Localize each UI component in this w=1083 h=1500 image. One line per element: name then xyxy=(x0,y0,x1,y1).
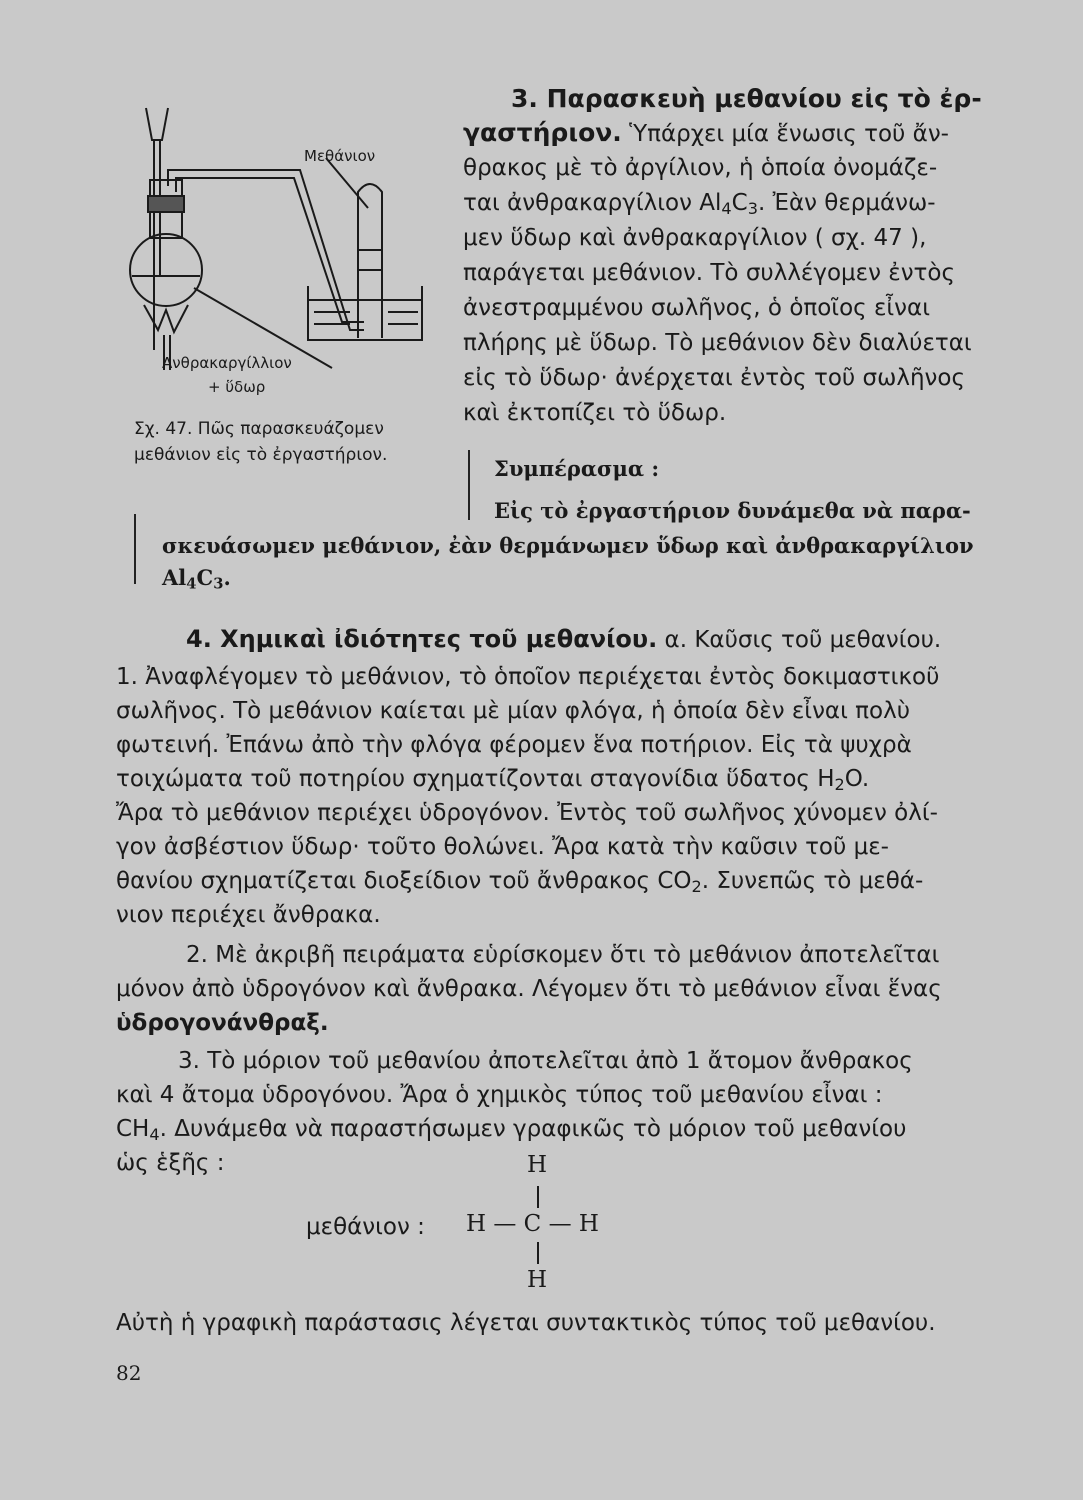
section3-line1 xyxy=(463,116,949,151)
section4-p1-line8: νιον περιέχει ἄνθρακα. xyxy=(116,902,381,928)
conclusion-line3 xyxy=(162,561,231,595)
section3-heading-part1: 3. Παρασκευὴ μεθανίου εἰς τὸ ἐρ- xyxy=(511,84,982,113)
conclusion-line3-sub1: 4 xyxy=(186,575,197,593)
section3-line7: πλήρης μὲ ὕδωρ. Τὸ μεθάνιον δὲν διαλύεται xyxy=(463,330,972,356)
section4-p1-line7-sub: 2 xyxy=(691,877,702,897)
section4-p3-line3 xyxy=(116,1112,906,1146)
section3-line4: μεν ὕδωρ καὶ ἀνθρακαργίλιον ( σχ. 47 ), xyxy=(463,225,927,251)
conclusion-line2: σκευάσωμεν μεθάνιον, ἐὰν θερμάνωμεν ὕδωρ καὶ ἀνθρακαργίλιον xyxy=(162,533,974,558)
section3-line2: θρακος μὲ τὸ ἀργίλιον, ἡ ὁποία ὀνομάζε- xyxy=(463,155,938,181)
section4-p1-line4 xyxy=(116,762,869,796)
carbide-label-line2: + ὕδωρ xyxy=(208,378,266,396)
apparatus-illustration xyxy=(118,100,448,380)
section4-p1-line7 xyxy=(116,864,923,898)
methane-label: Μεθάνιον xyxy=(304,147,376,165)
conclusion-bar-left xyxy=(134,514,136,584)
section4-p2-line3: ὑδρογονάνθραξ. xyxy=(116,1010,329,1036)
formula-top-bond xyxy=(537,1186,539,1208)
section3-heading-line xyxy=(511,82,982,117)
carbide-label-line1: Ἀνθρακαργίλλιον xyxy=(162,354,292,372)
section4-p1-line4-a: τοιχώματα τοῦ ποτηρίου σχηματίζονται σταγονίδια ὕδατος H xyxy=(116,766,835,792)
section4-p1-line7-b: . Συνεπῶς τὸ μεθά- xyxy=(701,868,924,894)
section3-line9: καὶ ἐκτοπίζει τὸ ὕδωρ. xyxy=(463,400,727,426)
conclusion-line3-a: Al xyxy=(162,565,187,590)
section4-p1-line4-b: O. xyxy=(844,766,870,792)
conclusion-line3-sub2: 3 xyxy=(213,575,224,593)
section4-p1-line4-sub: 2 xyxy=(834,775,845,795)
section4-p3-line4: ὡς ἑξῆς : xyxy=(116,1150,225,1176)
conclusion-line3-c: . xyxy=(223,565,231,590)
section3-line5: παράγεται μεθάνιον. Τὸ συλλέγομεν ἐντὸς xyxy=(463,260,955,286)
section3-heading-part2: γαστήριον. xyxy=(463,118,622,147)
formula-label: μεθάνιον : xyxy=(306,1214,425,1240)
section4-p1-line1: 1. Ἀναφλέγομεν τὸ μεθάνιον, τὸ ὁποῖον περιέχεται ἐντὸς δοκιμαστικοῦ xyxy=(116,664,940,690)
section4-p1-line6: γον ἀσβέστιον ὕδωρ· τοῦτο θολώνει. Ἄρα κατὰ τὴν καῦσιν τοῦ με- xyxy=(116,834,889,860)
section3-line3 xyxy=(463,186,936,220)
section4-heading: 4. Χημικαὶ ἰδιότητες τοῦ μεθανίου. xyxy=(186,625,658,653)
figure-caption-line1: Σχ. 47. Πῶς παρασκευάζομεν xyxy=(134,419,384,439)
formula-middle: H — C — H xyxy=(466,1211,599,1237)
section4-p3-line3-b: . Δυνάμεθα νὰ παραστήσωμεν γραφικῶς τὸ μόριον τοῦ μεθανίου xyxy=(159,1116,907,1142)
figure-caption xyxy=(134,416,387,468)
section4-p2-line1: 2. Μὲ ἀκριβῆ πειράματα εὑρίσκομεν ὅτι τὸ μεθάνιον ἀποτελεῖται xyxy=(186,942,940,968)
section4-p1-line3: φωτεινή. Ἐπάνω ἀπὸ τὴν φλόγα φέρομεν ἕνα ποτήριον. Εἰς τὰ ψυχρὰ xyxy=(116,732,912,758)
formula-bottom-h: H xyxy=(527,1267,548,1293)
section4-p3-line2: καὶ 4 ἄτομα ὑδρογόνου. Ἄρα ὁ χημικὸς τύπος τοῦ μεθανίου εἶναι : xyxy=(116,1082,883,1108)
section4-p2-line2: μόνον ἀπὸ ὑδρογόνον καὶ ἄνθρακα. Λέγομεν ὅτι τὸ μεθάνιον εἶναι ἕνας xyxy=(116,976,942,1002)
formula-top-h: H xyxy=(527,1152,548,1178)
section4-p3-line3-sub: 4 xyxy=(149,1125,160,1145)
section3-line1-text: Ὑπάρχει μία ἕνωσις τοῦ ἄν- xyxy=(621,121,949,147)
section3-line3-sub2: 3 xyxy=(747,199,758,219)
section3-line3-a: ται ἀνθρακαργίλιον Al xyxy=(463,190,722,216)
conclusion-title: Συμπέρασμα : xyxy=(494,456,660,481)
section4-p1-line7-a: θανίου σχηματίζεται διοξείδιον τοῦ ἄνθρακος CO xyxy=(116,868,692,894)
section4-p3-line1: 3. Τὸ μόριον τοῦ μεθανίου ἀποτελεῖται ἀπὸ 1 ἄτομον ἄνθρακος xyxy=(178,1048,913,1074)
page-number: 82 xyxy=(116,1361,142,1385)
section3-line3-b: C xyxy=(731,190,748,216)
conclusion-line3-b: C xyxy=(196,565,214,590)
conclusion-line1: Εἰς τὸ ἐργαστήριον δυνάμεθα νὰ παρα- xyxy=(494,498,971,523)
section3-line8: εἰς τὸ ὕδωρ· ἀνέρχεται ἐντὸς τοῦ σωλῆνος xyxy=(463,365,965,391)
section4-heading-rest: α. Καῦσις τοῦ μεθανίου. xyxy=(657,627,942,653)
section3-line3-c: . Ἐὰν θερμάνω- xyxy=(757,190,936,216)
conclusion-bar-top xyxy=(468,450,470,520)
figure-caption-line2: μεθάνιον εἰς τὸ ἐργαστήριον. xyxy=(134,445,388,465)
section4-heading-line xyxy=(186,622,941,657)
section4-p1-line5: Ἄρα τὸ μεθάνιον περιέχει ὑδρογόνον. Ἐντὸς τοῦ σωλῆνος χύνομεν ὀλί- xyxy=(116,800,938,826)
section4-p1-line2: σωλῆνος. Τὸ μεθάνιον καίεται μὲ μίαν φλόγα, ἡ ὁποία δὲν εἶναι πολὺ xyxy=(116,698,911,724)
section4-p3-line3-a: CH xyxy=(116,1116,150,1142)
closing-sentence: Αὐτὴ ἡ γραφικὴ παράστασις λέγεται συντακτικὸς τύπος τοῦ μεθανίου. xyxy=(116,1310,936,1336)
section3-line6: ἀνεστραμμένου σωλῆνος, ὁ ὁποῖος εἶναι xyxy=(463,295,930,321)
section3-line3-sub1: 4 xyxy=(721,199,732,219)
formula-bottom-bond xyxy=(537,1242,539,1264)
